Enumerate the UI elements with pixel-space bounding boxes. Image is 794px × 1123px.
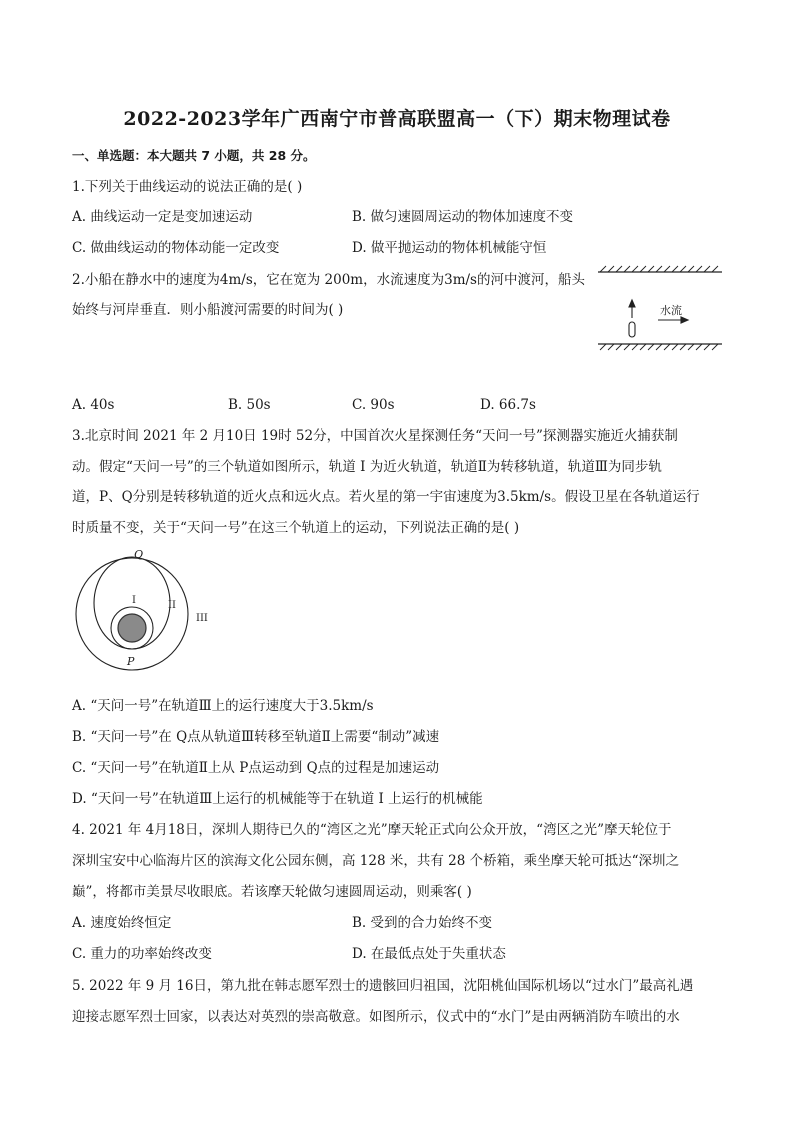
- q1-option-c: C. 做曲线运动的物体动能一定改变: [72, 240, 280, 256]
- label-orbit-ii: II: [168, 600, 176, 611]
- label-p: P: [127, 655, 135, 668]
- orbit-diagram: [70, 544, 220, 669]
- q1-option-a: A. 曲线运动一定是变加速运动: [72, 209, 253, 225]
- q3-option-a: A. “天问一号”在轨道Ⅲ上的运行速度大于3.5km/s: [72, 698, 374, 714]
- arrow-right-icon: [658, 317, 688, 323]
- label-orbit-iii: III: [196, 613, 208, 624]
- mars-planet: [118, 614, 146, 642]
- flow-label: 水流: [660, 304, 682, 317]
- q4-option-a: A. 速度始终恒定: [72, 915, 172, 931]
- q3-stem-line2: 动。假定“天问一号”的三个轨道如图所示，轨道 I 为近火轨道，轨道Ⅱ为转移轨道，轨道Ⅲ为同步轨: [72, 459, 662, 475]
- q3-option-b: B. “天问一号”在 Q点从轨道Ⅲ转移至轨道Ⅱ上需要“制动”减速: [72, 729, 440, 745]
- q5-stem-line2: 迎接志愿军烈士回家，以表达对英烈的崇高敬意。如图所示，仪式中的“水门”是由两辆消防车喷出的水: [72, 1009, 680, 1025]
- label-q: Q: [134, 548, 144, 561]
- q4-stem-line3: 巅”，将都市美景尽收眼底。若该摩天轮做匀速圆周运动，则乘客( ): [72, 884, 472, 900]
- q2-option-c: C. 90s: [352, 397, 395, 413]
- boat-icon: [629, 322, 635, 337]
- q2-option-d: D. 66.7s: [480, 397, 536, 413]
- q1-option-d: D. 做平抛运动的物体机械能守恒: [352, 240, 547, 256]
- q4-stem-line2: 深圳宝安中心临海片区的滨海文化公园东侧，高 128 米，共有 28 个桥箱，乘坐摩天轮可抵达“深圳之: [72, 853, 680, 869]
- q3-option-c: C. “天问一号”在轨道Ⅱ上从 P点运动到 Q点的过程是加速运动: [72, 760, 440, 776]
- q3-stem-line1: 3.北京时间 2021 年 2 月10日 19时 52分，中国首次火星探测任务“天问一号”探测器实施近火捕获制: [72, 428, 678, 444]
- q4-option-b: B. 受到的合力始终不变: [352, 915, 493, 931]
- q5-stem-line1: 5. 2022 年 9 月 16日，第九批在韩志愿军烈士的遗骸回归祖国，沈阳桃仙国际机场以“过水门”最高礼遇: [72, 978, 694, 994]
- river-diagram: [596, 262, 726, 352]
- label-orbit-i: I: [132, 595, 136, 606]
- q3-stem-line3: 道，P、Q分别是转移轨道的近火点和远火点。若火星的第一宇宙速度为3.5km/s。假设卫星在各轨道运行: [72, 489, 700, 505]
- q2-stem-line2: 始终与河岸垂直．则小船渡河需要的时间为( ): [72, 302, 344, 318]
- section-heading: 一、单选题：本大题共 7 小题，共 28 分。: [72, 148, 316, 163]
- page-title: 2022-2023学年广西南宁市普高联盟高一（下）期末物理试卷: [123, 108, 671, 130]
- q1-stem: 1.下列关于曲线运动的说法正确的是( ): [72, 179, 303, 195]
- arrow-up-icon: [629, 300, 635, 318]
- q2-stem-line1: 2.小船在静水中的速度为4m/s，它在宽为 200m，水流速度为3m/s的河中渡河，船头: [72, 272, 585, 288]
- q4-stem-line1: 4. 2021 年 4月18日，深圳人期待已久的“湾区之光”摩天轮正式向公众开放，“湾区之光”摩天轮位于: [72, 822, 672, 838]
- q4-option-d: D. 在最低点处于失重状态: [352, 946, 506, 962]
- q2-option-a: A. 40s: [72, 397, 115, 413]
- q4-option-c: C. 重力的功率始终改变: [72, 946, 212, 962]
- q3-option-d: D. “天问一号”在轨道Ⅲ上运行的机械能等于在轨道 I 上运行的机械能: [72, 791, 483, 807]
- q1-option-b: B. 做匀速圆周运动的物体加速度不变: [352, 209, 574, 225]
- q2-option-b: B. 50s: [228, 397, 271, 413]
- q3-stem-line4: 时质量不变，关于“天问一号”在这三个轨道上的运动，下列说法正确的是( ): [72, 520, 520, 536]
